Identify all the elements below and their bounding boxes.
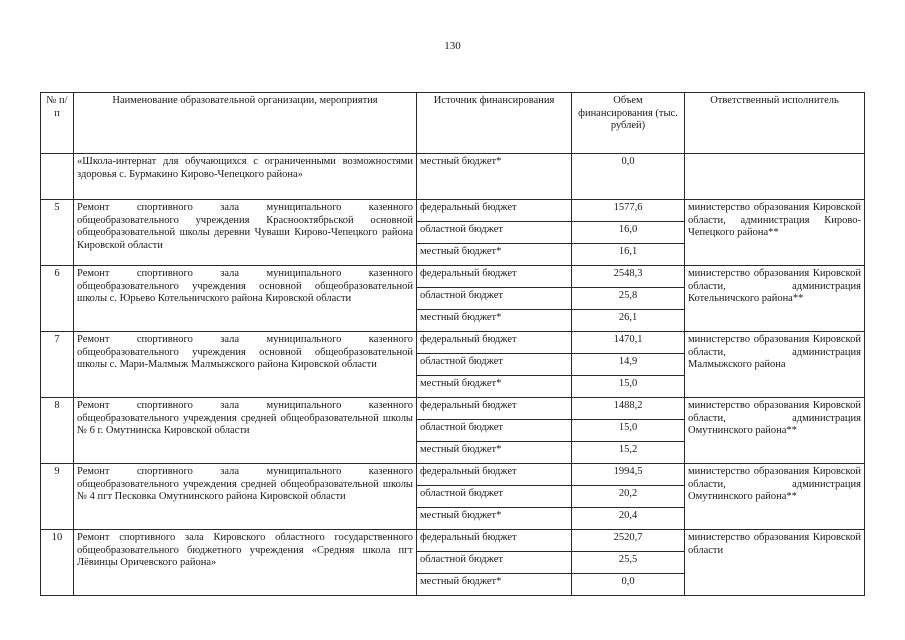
organization-name: Ремонт спортивного зала муниципального казенного общеобразовательного учреждения средней общеобразовательной школы № 6 г. Омутнинска Кировской области	[74, 398, 417, 464]
funding-source: федеральный бюджет	[417, 530, 572, 552]
funding-volume: 25,5	[572, 552, 685, 574]
row-number: 6	[41, 266, 74, 332]
table-body	[41, 154, 865, 596]
funding-volume: 20,2	[572, 486, 685, 508]
funding-source: федеральный бюджет	[417, 266, 572, 288]
funding-source: федеральный бюджет	[417, 398, 572, 420]
responsible-executor: министерство образования Кировской области, администрация Котельничского района**	[685, 266, 865, 332]
funding-source: областной бюджет	[417, 354, 572, 376]
responsible-executor: министерство образования Кировской области, администрация Омутнинского района**	[685, 464, 865, 530]
header-num: № п/п	[41, 93, 74, 154]
table-row	[41, 332, 865, 354]
table-row	[41, 266, 865, 288]
organization-name: Ремонт спортивного зала муниципального казенного общеобразовательного учреждения средней общеобразовательной школы № 4 пгт Песковка Омутнинского района Кировской области	[74, 464, 417, 530]
funding-volume: 20,4	[572, 508, 685, 530]
row-number	[41, 154, 74, 200]
funding-volume: 15,0	[572, 376, 685, 398]
funding-source: областной бюджет	[417, 288, 572, 310]
funding-source: областной бюджет	[417, 420, 572, 442]
table-row	[41, 530, 865, 552]
organization-name: Ремонт спортивного зала муниципального казенного общеобразовательного учреждения основной общеобразовательной школы с. Юрьево Котельничского района Кировской области	[74, 266, 417, 332]
funding-volume: 1577,6	[572, 200, 685, 222]
row-number: 10	[41, 530, 74, 596]
responsible-executor: министерство образования Кировской области	[685, 530, 865, 596]
funding-source: местный бюджет*	[417, 376, 572, 398]
organization-name: Ремонт спортивного зала Кировского областного государственного общеобразовательного бюджетного учреждения «Средняя школа пгт Лёвинцы Оричевского района»	[74, 530, 417, 596]
funding-source: областной бюджет	[417, 552, 572, 574]
funding-volume: 2548,3	[572, 266, 685, 288]
table-row	[41, 464, 865, 486]
row-number: 8	[41, 398, 74, 464]
funding-source: федеральный бюджет	[417, 332, 572, 354]
funding-source: местный бюджет*	[417, 244, 572, 266]
header-volume: Объем финансирования (тыс. рублей)	[572, 93, 685, 154]
funding-source: местный бюджет*	[417, 508, 572, 530]
table-row	[41, 398, 865, 420]
funding-source: областной бюджет	[417, 486, 572, 508]
funding-source: местный бюджет*	[417, 574, 572, 596]
header-responsible: Ответственный исполнитель	[685, 93, 865, 154]
organization-name: «Школа-интернат для обучающихся с ограниченными возможностями здоровья с. Бурмакино Кирово-Чепецкого района»	[74, 154, 417, 200]
funding-source: федеральный бюджет	[417, 464, 572, 486]
funding-source: местный бюджет*	[417, 154, 572, 200]
funding-volume: 15,0	[572, 420, 685, 442]
row-number: 9	[41, 464, 74, 530]
funding-volume: 1994,5	[572, 464, 685, 486]
funding-source: местный бюджет*	[417, 442, 572, 464]
funding-source: областной бюджет	[417, 222, 572, 244]
financing-table	[40, 92, 865, 596]
funding-volume: 25,8	[572, 288, 685, 310]
organization-name: Ремонт спортивного зала муниципального казенного общеобразовательного учреждения основной общеобразовательной школы с. Мари-Малмыж Малмыжского района Кировской области	[74, 332, 417, 398]
table-header-row	[41, 93, 865, 154]
responsible-executor	[685, 154, 865, 200]
page-number: 130	[444, 40, 461, 52]
header-source: Источник финансирования	[417, 93, 572, 154]
header-name: Наименование образовательной организации, мероприятия	[74, 93, 417, 154]
responsible-executor: министерство образования Кировской области, администрация Омутнинского района**	[685, 398, 865, 464]
funding-source: местный бюджет*	[417, 310, 572, 332]
organization-name: Ремонт спортивного зала муниципального казенного общеобразовательного учреждения Краснооктябрьской основной общеобразовательной школы деревни Чуваши Кирово-Чепецкого района Кировской области	[74, 200, 417, 266]
row-number: 5	[41, 200, 74, 266]
funding-volume: 15,2	[572, 442, 685, 464]
responsible-executor: министерство образования Кировской области, администрация Малмыжского района	[685, 332, 865, 398]
funding-volume: 16,1	[572, 244, 685, 266]
funding-volume: 16,0	[572, 222, 685, 244]
funding-source: федеральный бюджет	[417, 200, 572, 222]
table-row	[41, 200, 865, 222]
row-number: 7	[41, 332, 74, 398]
funding-volume: 14,9	[572, 354, 685, 376]
funding-volume: 26,1	[572, 310, 685, 332]
responsible-executor: министерство образования Кировской области, администрация Кирово-Чепецкого района**	[685, 200, 865, 266]
funding-volume: 2520,7	[572, 530, 685, 552]
funding-volume: 0,0	[572, 574, 685, 596]
funding-volume: 1470,1	[572, 332, 685, 354]
funding-volume: 1488,2	[572, 398, 685, 420]
funding-volume: 0,0	[572, 154, 685, 200]
table-row	[41, 154, 865, 200]
